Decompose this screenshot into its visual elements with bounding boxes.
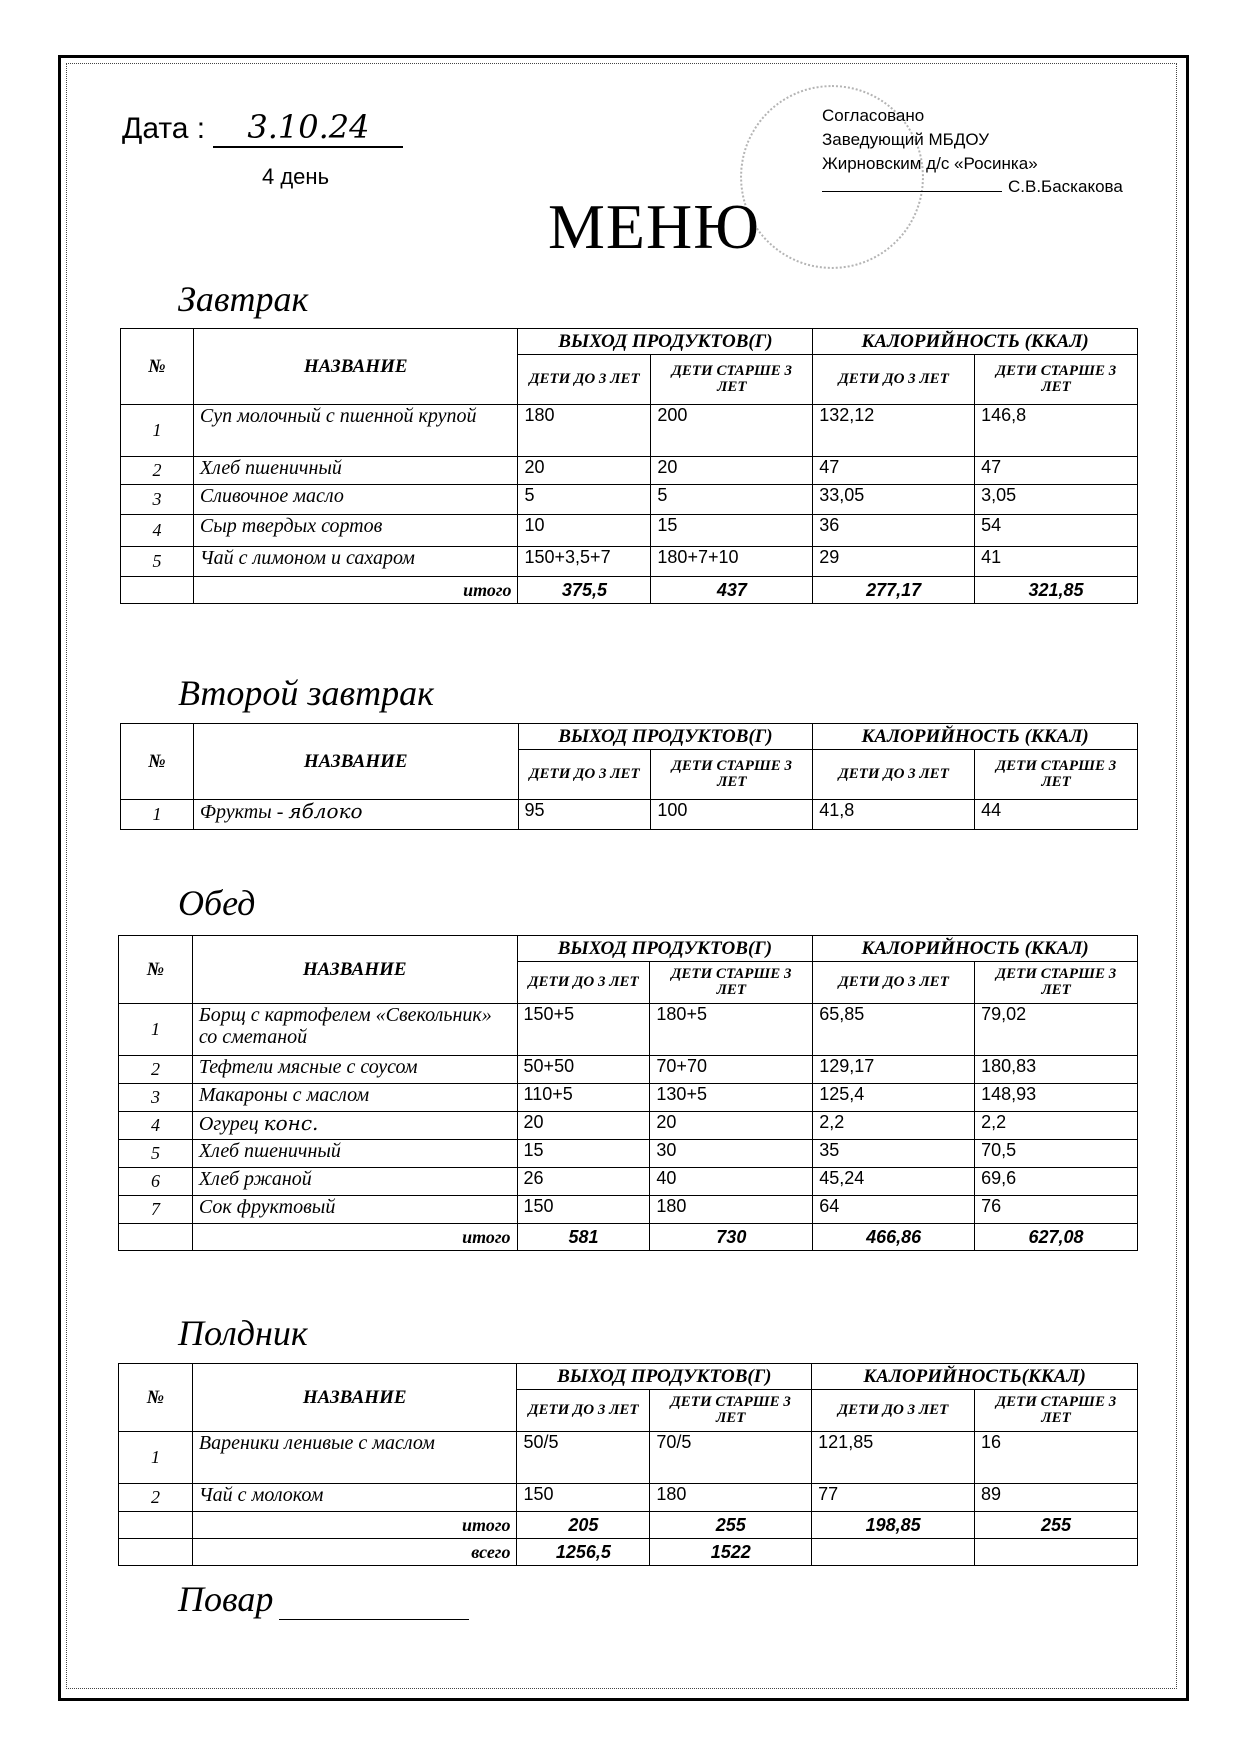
row-yield-over3: 70+70 (650, 1056, 813, 1084)
row-yield-over3: 15 (651, 515, 813, 547)
row-cal-under3: 125,4 (813, 1084, 975, 1112)
table-row (121, 547, 1138, 577)
row-name: Вареники ленивые с маслом (192, 1432, 517, 1484)
row-num: 5 (121, 547, 194, 577)
row-cal-over3: 146,8 (975, 405, 1138, 457)
approval-signature-line (822, 191, 1002, 192)
row-cal-over3: 44 (975, 800, 1138, 830)
row-cal-under3: 36 (813, 515, 975, 547)
col-calories: КАЛОРИЙНОСТЬ (ККАЛ) (813, 724, 1138, 750)
table-row (121, 485, 1138, 515)
row-cal-over3: 76 (975, 1196, 1138, 1224)
approval-line-2: Заведующий МБДОУ (822, 129, 989, 149)
col-yield-under3: ДЕТИ ДО 3 ЛЕТ (518, 355, 651, 405)
table-row (121, 800, 1138, 830)
row-name-text: Огурец (198, 1113, 259, 1135)
row-cal-under3: 129,17 (813, 1056, 975, 1084)
row-num: 6 (119, 1168, 193, 1196)
total-yield-under3: 581 (517, 1224, 650, 1251)
row-yield-under3: 150 (517, 1196, 650, 1224)
row-num: 2 (119, 1056, 193, 1084)
page-title: МЕНЮ (548, 191, 760, 262)
row-cal-over3: 54 (975, 515, 1138, 547)
row-name: Хлеб ржаной (192, 1168, 517, 1196)
row-name: Чай с молоком (192, 1484, 517, 1512)
row-cal-under3: 132,12 (813, 405, 975, 457)
approval-line-1: Согласовано (822, 106, 925, 125)
col-yield-over3: ДЕТИ СТАРШЕ 3 ЛЕТ (651, 750, 813, 800)
col-cal-over3: ДЕТИ СТАРШЕ 3 ЛЕТ (975, 355, 1138, 405)
date-row (122, 108, 403, 148)
total-row (119, 1224, 1138, 1251)
grand-cal-over3 (975, 1539, 1138, 1566)
row-cal-under3: 2,2 (813, 1112, 975, 1140)
total-cal-over3: 627,08 (975, 1224, 1138, 1251)
row-yield-under3: 10 (518, 515, 651, 547)
table-row (119, 1484, 1138, 1512)
col-calories: КАЛОРИЙНОСТЬ (ККАЛ) (813, 329, 1138, 355)
table-row (119, 1112, 1138, 1140)
col-yield-over3: ДЕТИ СТАРШЕ 3 ЛЕТ (651, 355, 813, 405)
row-num: 2 (119, 1484, 193, 1512)
row-num: 1 (121, 405, 194, 457)
row-yield-over3: 100 (651, 800, 813, 830)
row-yield-under3: 20 (517, 1112, 650, 1140)
row-name: Сок фруктовый (192, 1196, 517, 1224)
col-yield-under3: ДЕТИ ДО 3 ЛЕТ (518, 750, 651, 800)
row-yield-under3: 5 (518, 485, 651, 515)
row-yield-under3: 150+3,5+7 (518, 547, 651, 577)
col-yield-under3: ДЕТИ ДО 3 ЛЕТ (517, 962, 650, 1004)
col-yield: ВЫХОД ПРОДУКТОВ(Г) (518, 724, 813, 750)
row-num: 1 (119, 1004, 193, 1056)
grand-yield-over3: 1522 (650, 1539, 812, 1566)
row-num: 3 (119, 1084, 193, 1112)
col-name: НАЗВАНИЕ (193, 724, 518, 800)
row-yield-over3: 180+7+10 (651, 547, 813, 577)
row-name: Хлеб пшеничный (192, 1140, 517, 1168)
total-blank (119, 1512, 193, 1539)
row-cal-over3: 2,2 (975, 1112, 1138, 1140)
col-yield: ВЫХОД ПРОДУКТОВ(Г) (517, 1364, 812, 1390)
col-yield: ВЫХОД ПРОДУКТОВ(Г) (517, 936, 813, 962)
row-name-handwritten: конс. (263, 1111, 319, 1135)
row-cal-under3: 65,85 (813, 1004, 975, 1056)
total-row (121, 577, 1138, 604)
section-title-lunch: Обед (178, 883, 256, 923)
row-num: 1 (119, 1432, 193, 1484)
table-row (119, 1056, 1138, 1084)
total-yield-under3: 205 (517, 1512, 650, 1539)
row-yield-under3: 110+5 (517, 1084, 650, 1112)
row-name: Борщ с картофелем «Свекольник» со сметаной (192, 1004, 517, 1056)
row-cal-under3: 121,85 (812, 1432, 975, 1484)
col-name: НАЗВАНИЕ (193, 329, 518, 405)
row-name-handwritten: яблоко (288, 799, 363, 823)
row-cal-over3: 47 (975, 457, 1138, 485)
total-row (119, 1512, 1138, 1539)
total-yield-over3: 255 (650, 1512, 812, 1539)
row-yield-under3: 20 (518, 457, 651, 485)
col-cal-under3: ДЕТИ ДО 3 ЛЕТ (813, 355, 975, 405)
col-name: НАЗВАНИЕ (192, 1364, 517, 1432)
row-cal-over3: 79,02 (975, 1004, 1138, 1056)
grand-blank (119, 1539, 193, 1566)
col-yield-over3: ДЕТИ СТАРШЕ 3 ЛЕТ (650, 962, 813, 1004)
total-yield-under3: 375,5 (518, 577, 651, 604)
total-yield-over3: 437 (651, 577, 813, 604)
row-cal-under3: 45,24 (813, 1168, 975, 1196)
row-name: Чай с лимоном и сахаром (193, 547, 518, 577)
col-num: № (119, 1364, 193, 1432)
table-row (121, 405, 1138, 457)
col-calories: КАЛОРИЙНОСТЬ(ККАЛ) (812, 1364, 1138, 1390)
day-label: 4 день (262, 164, 330, 189)
snack-table (118, 1363, 1138, 1566)
section-title-second-breakfast: Второй завтрак (178, 673, 434, 713)
col-yield-over3: ДЕТИ СТАРШЕ 3 ЛЕТ (650, 1390, 812, 1432)
section-title-breakfast: Завтрак (178, 279, 309, 319)
row-yield-under3: 95 (518, 800, 651, 830)
col-num: № (121, 724, 194, 800)
row-yield-over3: 130+5 (650, 1084, 813, 1112)
col-cal-over3: ДЕТИ СТАРШЕ 3 ЛЕТ (975, 750, 1138, 800)
table-row (119, 1084, 1138, 1112)
grand-total-label: всего (192, 1539, 517, 1566)
col-yield-under3: ДЕТИ ДО 3 ЛЕТ (517, 1390, 650, 1432)
lunch-table (118, 935, 1138, 1251)
row-cal-over3: 69,6 (975, 1168, 1138, 1196)
second-breakfast-table (120, 723, 1138, 830)
grand-cal-under3 (812, 1539, 975, 1566)
row-name (193, 800, 518, 830)
row-cal-over3: 41 (975, 547, 1138, 577)
total-cal-over3: 255 (975, 1512, 1138, 1539)
col-name: НАЗВАНИЕ (192, 936, 517, 1004)
row-yield-under3: 15 (517, 1140, 650, 1168)
row-num: 7 (119, 1196, 193, 1224)
grand-yield-under3: 1256,5 (517, 1539, 650, 1566)
row-yield-under3: 180 (518, 405, 651, 457)
row-cal-under3: 47 (813, 457, 975, 485)
grand-total-row (119, 1539, 1138, 1566)
table-row (119, 1196, 1138, 1224)
row-cal-over3: 3,05 (975, 485, 1138, 515)
row-num: 4 (121, 515, 194, 547)
total-label: итого (192, 1512, 517, 1539)
row-yield-over3: 180 (650, 1484, 812, 1512)
row-cal-under3: 41,8 (813, 800, 975, 830)
row-cal-over3: 148,93 (975, 1084, 1138, 1112)
col-calories: КАЛОРИЙНОСТЬ (ККАЛ) (813, 936, 1138, 962)
total-blank (119, 1224, 193, 1251)
row-yield-over3: 20 (651, 457, 813, 485)
table-row (121, 515, 1138, 547)
col-yield: ВЫХОД ПРОДУКТОВ(Г) (518, 329, 813, 355)
row-name (192, 1112, 517, 1140)
table-row (119, 1432, 1138, 1484)
row-name: Суп молочный с пшенной крупой (193, 405, 518, 457)
total-cal-under3: 466,86 (813, 1224, 975, 1251)
row-name-text: Фрукты - (199, 801, 284, 823)
row-yield-over3: 200 (651, 405, 813, 457)
row-yield-under3: 150+5 (517, 1004, 650, 1056)
cook-signature-row (178, 1578, 469, 1620)
total-blank (121, 577, 194, 604)
row-cal-over3: 70,5 (975, 1140, 1138, 1168)
total-yield-over3: 730 (650, 1224, 813, 1251)
row-name: Тефтели мясные с соусом (192, 1056, 517, 1084)
row-num: 1 (121, 800, 194, 830)
row-cal-over3: 89 (975, 1484, 1138, 1512)
row-yield-under3: 50/5 (517, 1432, 650, 1484)
row-cal-under3: 77 (812, 1484, 975, 1512)
cook-label: Повар (178, 1579, 274, 1619)
total-cal-under3: 277,17 (813, 577, 975, 604)
row-name: Макароны с маслом (192, 1084, 517, 1112)
table-row (119, 1168, 1138, 1196)
row-yield-over3: 40 (650, 1168, 813, 1196)
row-num: 4 (119, 1112, 193, 1140)
row-num: 2 (121, 457, 194, 485)
row-num: 5 (119, 1140, 193, 1168)
col-cal-over3: ДЕТИ СТАРШЕ 3 ЛЕТ (975, 962, 1138, 1004)
col-cal-under3: ДЕТИ ДО 3 ЛЕТ (813, 750, 975, 800)
table-row (121, 457, 1138, 485)
approval-signer: С.В.Баскакова (1008, 177, 1123, 197)
row-name: Хлеб пшеничный (193, 457, 518, 485)
approval-block (822, 104, 1123, 199)
row-yield-over3: 5 (651, 485, 813, 515)
total-label: итого (192, 1224, 517, 1251)
section-title-snack: Полдник (178, 1313, 308, 1353)
row-cal-over3: 16 (975, 1432, 1138, 1484)
cook-signature (279, 1589, 469, 1620)
row-yield-under3: 150 (517, 1484, 650, 1512)
col-num: № (121, 329, 194, 405)
col-cal-under3: ДЕТИ ДО 3 ЛЕТ (813, 962, 975, 1004)
row-cal-under3: 64 (813, 1196, 975, 1224)
row-yield-under3: 26 (517, 1168, 650, 1196)
total-cal-over3: 321,85 (975, 577, 1138, 604)
approval-line-3: Жирновским д/с «Росинка» (822, 153, 1038, 173)
breakfast-table (120, 328, 1138, 604)
row-yield-over3: 30 (650, 1140, 813, 1168)
row-cal-under3: 33,05 (813, 485, 975, 515)
row-name: Сыр твердых сортов (193, 515, 518, 547)
col-cal-over3: ДЕТИ СТАРШЕ 3 ЛЕТ (975, 1390, 1138, 1432)
date-value: 3.10.24 (213, 108, 403, 148)
table-row (119, 1140, 1138, 1168)
row-cal-under3: 35 (813, 1140, 975, 1168)
table-row (119, 1004, 1138, 1056)
row-yield-over3: 180 (650, 1196, 813, 1224)
row-num: 3 (121, 485, 194, 515)
row-cal-under3: 29 (813, 547, 975, 577)
row-yield-over3: 20 (650, 1112, 813, 1140)
col-num: № (119, 936, 193, 1004)
total-cal-under3: 198,85 (812, 1512, 975, 1539)
total-label: итого (193, 577, 518, 604)
row-yield-over3: 180+5 (650, 1004, 813, 1056)
col-cal-under3: ДЕТИ ДО 3 ЛЕТ (812, 1390, 975, 1432)
row-cal-over3: 180,83 (975, 1056, 1138, 1084)
date-label: Дата : (122, 112, 206, 145)
row-yield-under3: 50+50 (517, 1056, 650, 1084)
row-name: Сливочное масло (193, 485, 518, 515)
row-yield-over3: 70/5 (650, 1432, 812, 1484)
